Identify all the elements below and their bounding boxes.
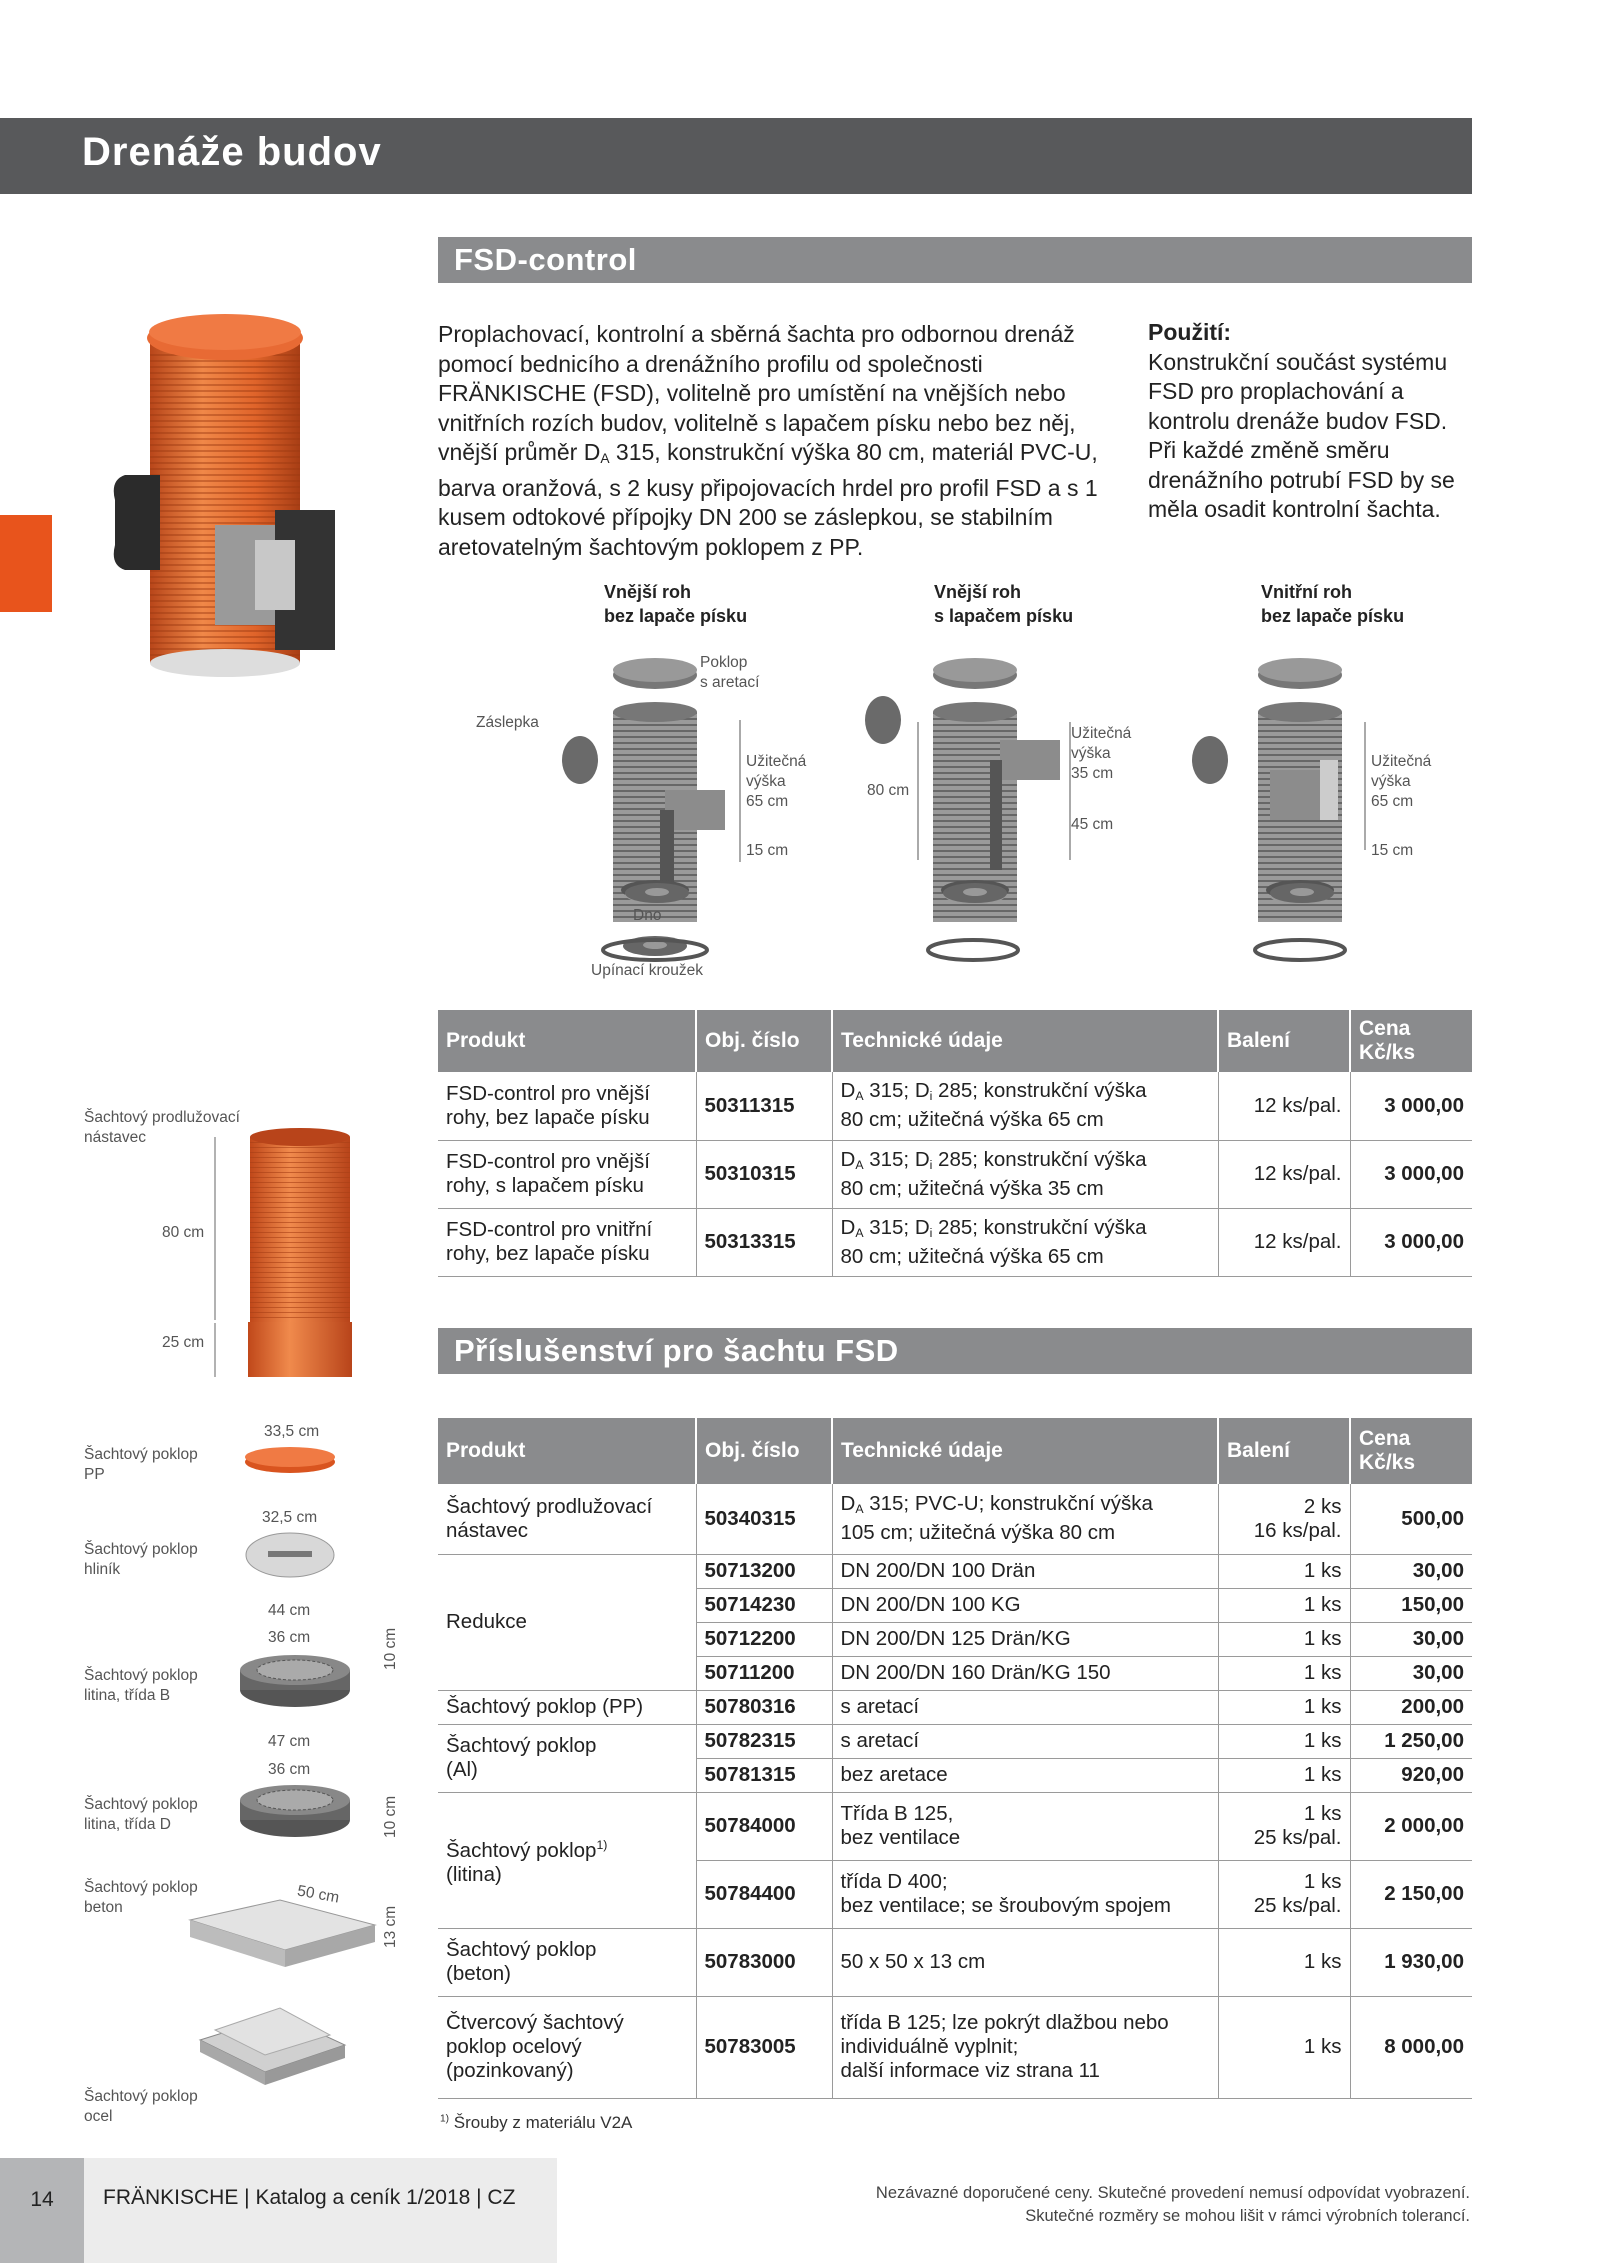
side-label-beton: Šachtový poklop beton: [84, 1879, 198, 1916]
col-produkt: Produkt: [438, 1418, 696, 1484]
side-dim-litd-1: 47 cm: [268, 1733, 311, 1750]
fsd-control-table: [438, 1010, 1472, 1277]
table-row: Šachtový poklop (Al) 50782315 s aretací 1 ks 1 250,00: [438, 1724, 1472, 1758]
col-obj: Obj. číslo: [696, 1418, 832, 1484]
side-dim-al: 32,5 cm: [262, 1509, 318, 1526]
label-uzitecna-vyska-35: Užitečná výška 35 cm: [1071, 725, 1132, 782]
accessories-table: [438, 1418, 1472, 2099]
section-title: FSD-control: [454, 242, 637, 277]
footnote: $^{1)}$ Šrouby z materiálu V2A: [440, 2113, 633, 2132]
label-45cm: 45 cm: [1071, 816, 1114, 833]
side-dim-litb-1: 44 cm: [268, 1602, 311, 1619]
section-fsd-control-header: [438, 237, 1472, 283]
side-dim-pp: 33,5 cm: [264, 1423, 320, 1440]
label-upinaci-krouzek: Upínací kroužek: [591, 962, 703, 979]
side-label-25cm: 25 cm: [162, 1334, 205, 1351]
table-row: 50711200 DN 200/DN 160 Drän/KG 150 1 ks 30,00: [438, 1656, 1472, 1690]
cast-iron-cover-d-image: [235, 1780, 355, 1840]
col-obj: Obj. číslo: [696, 1010, 832, 1072]
label-dno: Dno: [633, 907, 662, 924]
label-poklop: Poklop s aretací: [700, 654, 760, 691]
col-produkt: Produkt: [438, 1010, 696, 1072]
page-header: [0, 118, 1472, 194]
usage-text: Konstrukční součást systému FSD pro proplachování a kontrolu drenáže budov FSD. Při každé změně směru drenážního potrubí FSD by se měla osadit kontrolní šachta.: [1148, 348, 1455, 522]
extension-pipe-image: [205, 1125, 355, 1385]
table-row: FSD-control pro vnitřní rohy, bez lapače písku 50313315 $D_A$ 315; $D_i$ 285; konstrukční výška 80 cm; užitečná výška 65 cm 12 ks/pal. 3 000,00: [438, 1208, 1472, 1276]
table-row: 50781315 bez aretace 1 ks 920,00: [438, 1758, 1472, 1792]
table-row: Šachtový poklop$^{1)}$ (litina) 50784000 Třída B 125, bez ventilace 1 ks 25 ks/pal. 2 000,00: [438, 1792, 1472, 1860]
diagram-title-inner-no-trap: Vnitřní roh bez lapače písku: [1261, 582, 1405, 626]
label-zaslepka: Záslepka: [476, 714, 539, 731]
side-label-nastavec: Šachtový prodlužovací nástavec: [84, 1109, 240, 1146]
side-label-ocel: Šachtový poklop ocel: [84, 2088, 198, 2125]
table-row: Redukce 50713200 DN 200/DN 100 Drän 1 ks 30,00: [438, 1554, 1472, 1588]
side-dim-beton-h: 13 cm: [382, 1905, 399, 1948]
diagram-title-outer-trap: Vnější roh s lapačem písku: [934, 582, 1074, 626]
usage-block: [1148, 318, 1478, 525]
cast-iron-cover-b-image: [235, 1650, 355, 1710]
diagram-title-outer-no-trap: Vnější roh bez lapače písku: [604, 582, 748, 626]
table-row: Šachtový prodlužovací nástavec 50340315 $D_A$ 315; PVC-U; konstrukční výška 105 cm; užitečná výška 80 cm 2 ks 16 ks/pal. 500,00: [438, 1484, 1472, 1554]
table-row: 50712200 DN 200/DN 125 Drän/KG 1 ks 30,00: [438, 1622, 1472, 1656]
table-row: FSD-control pro vnější rohy, bez lapače písku 50311315 $D_A$ 315; $D_i$ 285; konstrukční výška 80 cm; užitečná výška 65 cm 12 ks/pal. 3 000,00: [438, 1072, 1472, 1140]
pp-cover-image: [240, 1440, 340, 1480]
col-cena: Cena Kč/ks: [1350, 1418, 1472, 1484]
usage-heading: Použití:: [1148, 319, 1232, 345]
section-title: Příslušenství pro šachtu FSD: [454, 1333, 899, 1368]
page-number: 14: [30, 2188, 54, 2211]
page-title: Drenáže budov: [82, 130, 382, 174]
rings-and-clamps: [595, 870, 1395, 970]
side-label-80cm: 80 cm: [162, 1224, 205, 1241]
section-accessories-header: [438, 1328, 1472, 1374]
label-uzitecna-vyska-65: Užitečná výška 65 cm: [746, 753, 807, 810]
table-row: 50714230 DN 200/DN 100 KG 1 ks 150,00: [438, 1588, 1472, 1622]
col-tech: Technické údaje: [832, 1010, 1218, 1072]
side-dim-beton: 50 cm: [295, 1882, 341, 1907]
table-row: Čtvercový šachtový poklop ocelový (pozinkovaný) 50783005 třída B 125; lze pokrýt dlažbou nebo individuálně vyplnit; další informace viz strana 11 1 ks 8 000,00: [438, 1996, 1472, 2098]
side-label-al: Šachtový poklop hliník: [84, 1541, 198, 1578]
intro-paragraph: Proplachovací, kontrolní a sběrná šachta pro odbornou drenáž pomocí bednicího a drenážního profilu od společnosti FRÄNKISCHE (FSD), volitelně pro umístění na vnějších nebo vnitřních rozích budov, volitelně s lapačem písku nebo bez něj, vnější průměr $D_A$ 315, konstrukční výška 80 cm, materiál PVC-U, barva oranžová, s 2 kusy připojovacích hrdel pro profil FSD a s 1 kusem odtokové přípojky DN 200 se záslepkou, se stabilním aretovatelným šachtovým poklopem z PP.: [438, 321, 1098, 560]
al-cover-image: [240, 1525, 340, 1585]
col-tech: Technické údaje: [832, 1418, 1218, 1484]
footer-note: Nezávazné doporučené ceny. Skutečné provedení nemusí odpovídat vyobrazení. Skutečné rozměry se mohou lišit v rámci výrobních tolerancí.: [875, 2184, 1470, 2225]
col-baleni: Balení: [1218, 1418, 1350, 1484]
page-number-box: [0, 2158, 84, 2263]
table-row: Šachtový poklop (beton) 50783000 50 x 50 x 13 cm 1 ks 1 930,00: [438, 1928, 1472, 1996]
accent-tab: [0, 515, 52, 612]
steel-cover-image: [190, 2000, 350, 2090]
side-label-litina-b: Šachtový poklop litina, třída B: [84, 1667, 198, 1704]
label-15cm-3: 15 cm: [1371, 842, 1414, 859]
label-80cm: 80 cm: [867, 782, 910, 799]
table-row: FSD-control pro vnější rohy, s lapačem písku 50310315 $D_A$ 315; $D_i$ 285; konstrukční výška 80 cm; užitečná výška 35 cm 12 ks/pal. 3 000,00: [438, 1140, 1472, 1208]
fsd-control-product-image: [105, 310, 405, 685]
label-uzitecna-vyska-65b: Užitečná výška 65 cm: [1371, 753, 1432, 810]
concrete-cover-image: [185, 1895, 380, 1970]
side-dim-litd-2: 36 cm: [268, 1761, 311, 1778]
label-15cm-1: 15 cm: [746, 842, 789, 859]
side-label-pp: Šachtový poklop PP: [84, 1446, 198, 1483]
side-label-litina-d: Šachtový poklop litina, třída D: [84, 1796, 198, 1833]
table-row: Šachtový poklop (PP) 50780316 s aretací 1 ks 200,00: [438, 1690, 1472, 1724]
side-dim-litb-2: 36 cm: [268, 1629, 311, 1646]
col-baleni: Balení: [1218, 1010, 1350, 1072]
side-dim-litd-h: 10 cm: [382, 1795, 399, 1838]
table-row: 50784400 třída D 400; bez ventilace; se šroubovým spojem 1 ks 25 ks/pal. 2 150,00: [438, 1860, 1472, 1928]
footer-catalog: FRÄNKISCHE | Katalog a ceník 1/2018 | CZ: [103, 2186, 516, 2209]
col-cena: Cena Kč/ks: [1350, 1010, 1472, 1072]
side-dim-litb-h: 10 cm: [382, 1627, 399, 1670]
